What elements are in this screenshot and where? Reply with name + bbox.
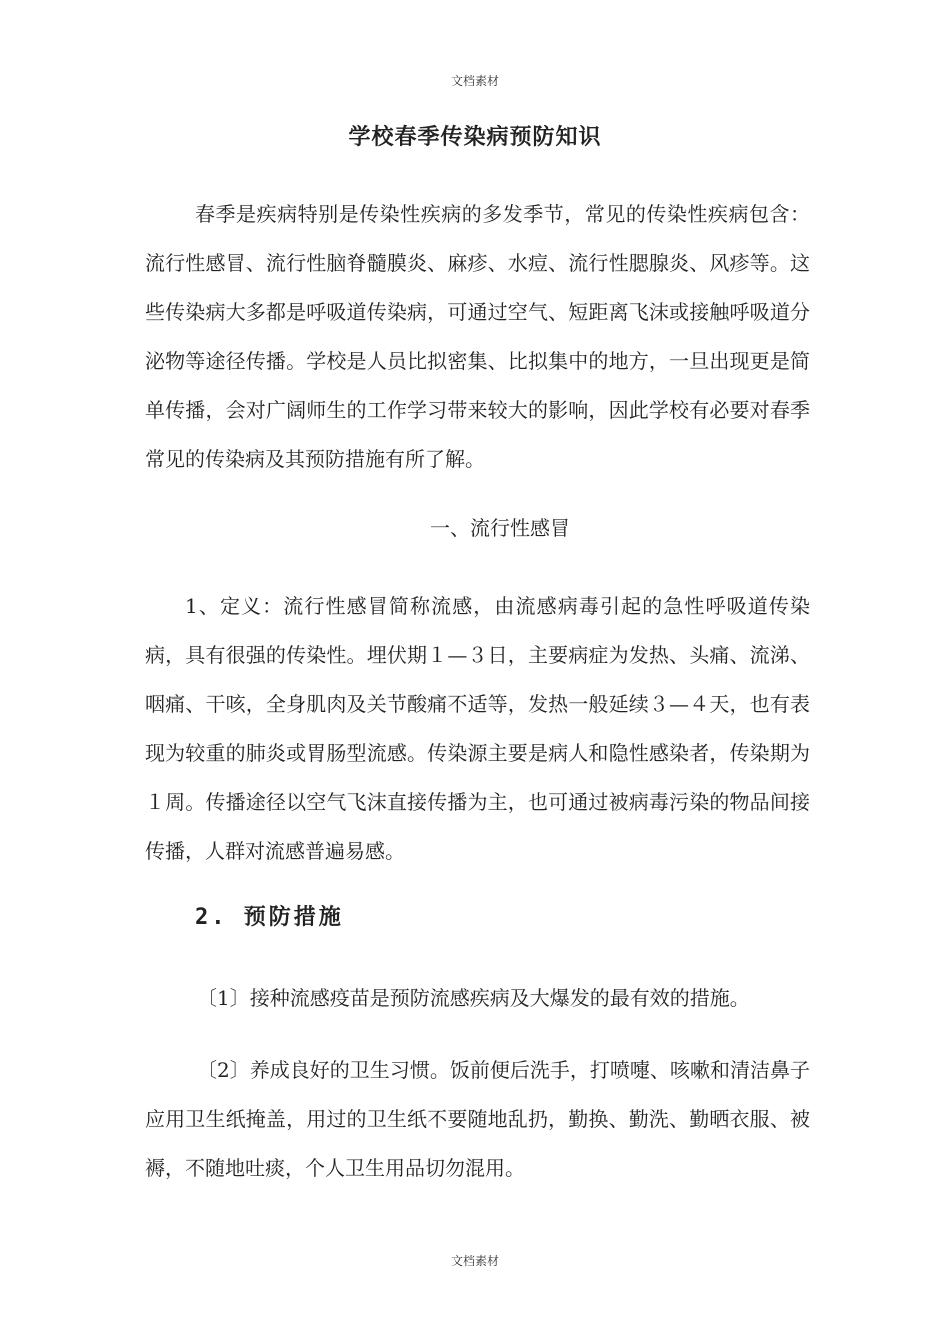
page-header: 文档素材: [450, 74, 499, 88]
definition-paragraph: 1、定义：流行性感冒简称流感，由流感病毒引起的急性呼吸道传染病，具有很强的传染性。埋伏期１—３日，主要病症为发热、头痛、流涕、咽痛、干咳，全身肌肉及关节酸痛不适等，发热一般延续３—４天，也有表现为较重的肺炎或胃肠型流感。传染源主要是病人和隐性感染者，传染期为１周。传播途径以空气飞沫直接传播为主，也可通过被病毒污染的物品间接传播，人群对流感普遍易感。: [145, 594, 810, 863]
section-heading-influenza: 一、流行性感冒: [430, 516, 570, 540]
intro-paragraph: 春季是疾病特别是传染性疾病的多发季节，常见的传染性疾病包含：流行性感冒、流行性脑脊髓膜炎、麻疹、水痘、流行性腮腺炎、风疹等。这些传染病大多都是呼吸道传染病，可通过空气、短距离飞沫或接触呼吸道分泌物等途径传播。学校是人员比拟密集、比拟集中的地方，一旦出现更是简单传播，会对广阔师生的工作学习带来较大的影响，因此学校有必要对春季常见的传染病及其预防措施有所了解。: [145, 202, 810, 471]
measure-item-1: 〔1〕接种流感疫苗是预防流感疾病及大爆发的最有效的措施。: [197, 986, 750, 1010]
prevention-heading: 2. 预防措施: [195, 905, 344, 930]
document-title: 学校春季传染病预防知识: [348, 125, 602, 150]
page-footer: 文档素材: [450, 1254, 499, 1268]
measure-item-2: 〔2〕养成良好的卫生习惯。饭前便后洗手，打喷嚏、咳嗽和清洁鼻子应用卫生纸掩盖，用过的卫生纸不要随地乱扔，勤换、勤洗、勤晒衣服、被褥，不随地吐痰，个人卫生用品切勿混用。: [145, 1058, 810, 1180]
